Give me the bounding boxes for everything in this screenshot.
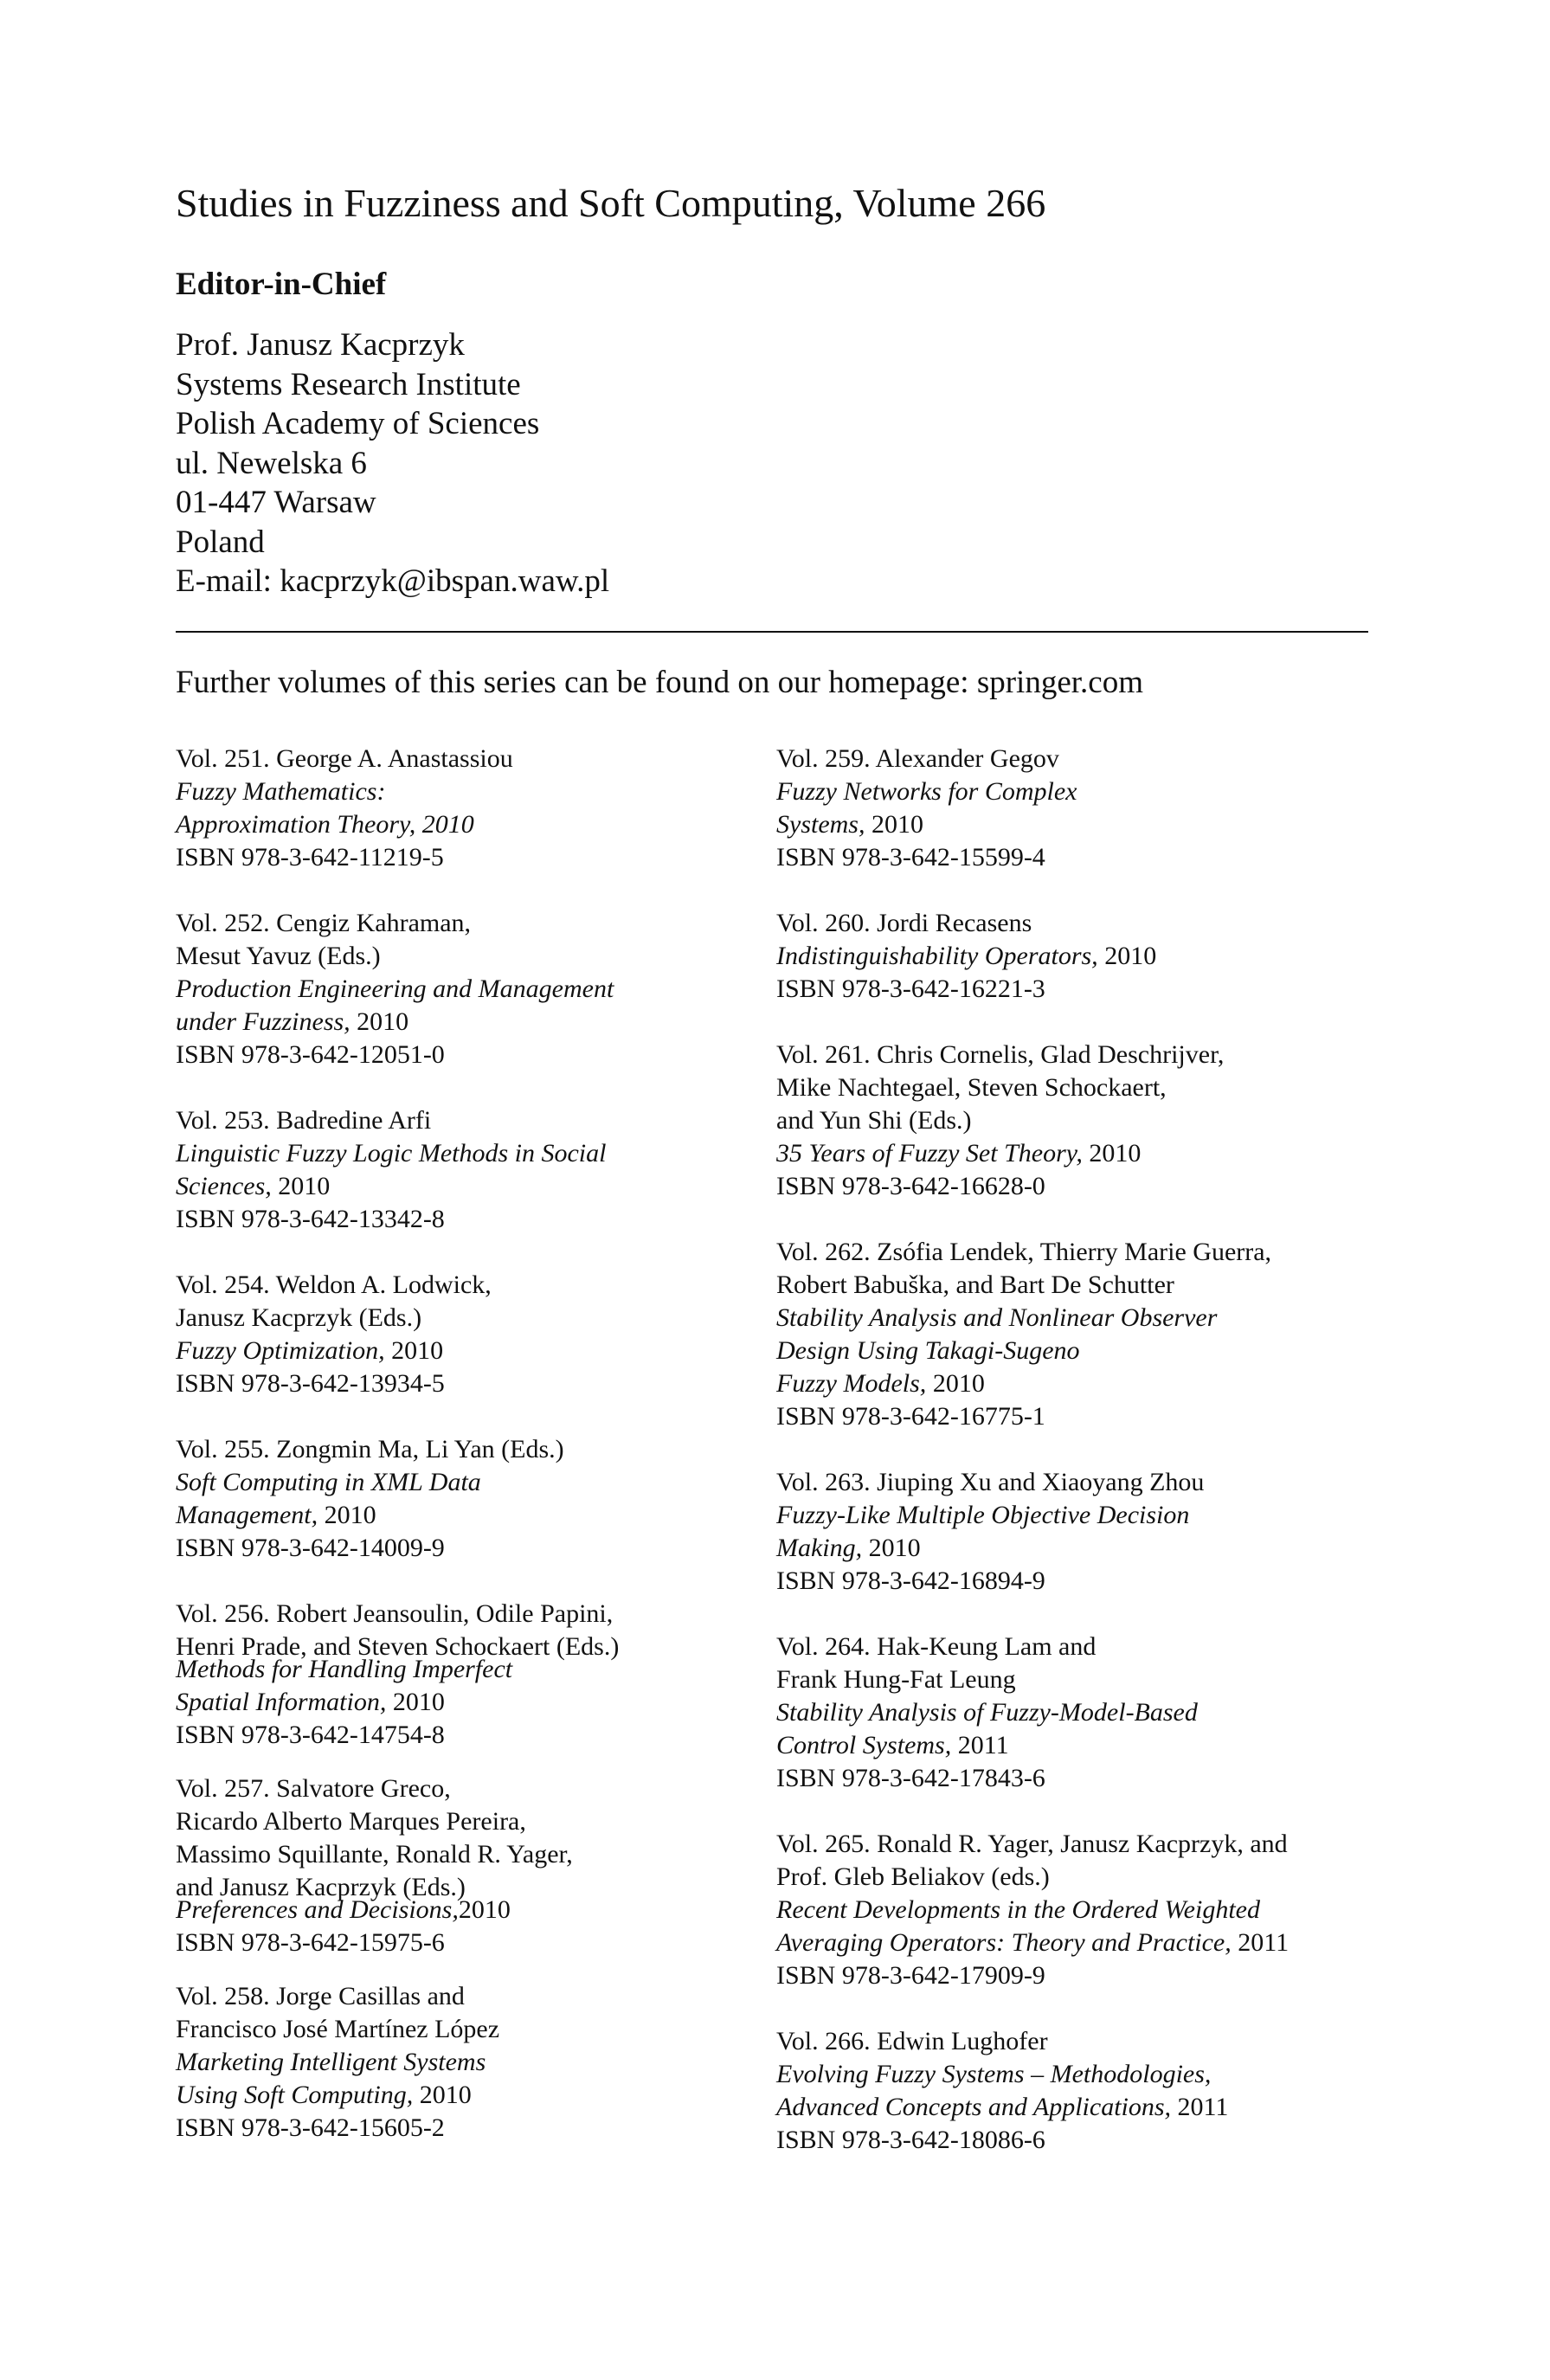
volume-title-line: [176, 775, 781, 808]
editor-country: Poland: [176, 524, 265, 560]
volume-title-line: [776, 1335, 1382, 1367]
volume-isbn: ISBN 978-3-642-17843-6: [776, 1764, 1045, 1792]
volume-entry: [176, 1269, 781, 1400]
volume-author-line: Henri Prade, and Steven Schockaert (Eds.): [176, 1632, 620, 1661]
volume-isbn: ISBN 978-3-642-13342-8: [176, 1205, 445, 1233]
volume-year: 2010: [1097, 942, 1157, 970]
volume-title-line: [176, 2046, 781, 2079]
volume-number-author: Vol. 261. Chris Cornelis, Glad Deschrijver,: [776, 1040, 1225, 1069]
volume-title-text: Sciences,: [176, 1172, 272, 1200]
volume-entry: [776, 1039, 1382, 1203]
volume-year: 2011: [1171, 2093, 1229, 2121]
volume-title-line: [176, 1466, 781, 1499]
volume-number-author: Vol. 255. Zongmin Ma, Li Yan (Eds.): [176, 1435, 564, 1463]
volume-number-author: Vol. 256. Robert Jeansoulin, Odile Papini,: [176, 1599, 614, 1628]
volume-title-line: [776, 2091, 1382, 2124]
volume-title-line: [176, 808, 781, 841]
volume-entry: [176, 1104, 781, 1236]
volume-title-line: [176, 973, 781, 1006]
volume-isbn: ISBN 978-3-642-18086-6: [776, 2126, 1045, 2154]
volume-title-text: Fuzzy Mathematics:: [176, 777, 386, 806]
volume-title-line: [176, 1170, 781, 1203]
volume-number-author: Vol. 251. George A. Anastassiou: [176, 744, 513, 773]
volume-year: 2011: [1231, 1928, 1290, 1957]
volume-title-text: Recent Developments in the Ordered Weighted: [776, 1895, 1260, 1924]
volume-number-author: Vol. 260. Jordi Recasens: [776, 909, 1032, 937]
volume-isbn: ISBN 978-3-642-15599-4: [776, 843, 1045, 872]
volume-title-text: 35 Years of Fuzzy Set Theory,: [776, 1139, 1083, 1167]
volume-title-line: [776, 1302, 1382, 1335]
volume-title-text: Management,: [176, 1501, 318, 1529]
volume-year: 2010: [386, 1688, 445, 1716]
volume-title-line: [176, 1894, 781, 1927]
volume-isbn: ISBN 978-3-642-16894-9: [776, 1566, 1045, 1595]
volume-isbn: ISBN 978-3-642-12051-0: [176, 1040, 445, 1069]
volume-title-line: [776, 1696, 1382, 1729]
volume-title-text: Control Systems,: [776, 1731, 952, 1759]
volume-title-text: Production Engineering and Management: [176, 975, 614, 1003]
volume-isbn: ISBN 978-3-642-16628-0: [776, 1172, 1045, 1200]
volume-title-line: [176, 1499, 781, 1532]
volume-title-text: Soft Computing in XML Data: [176, 1468, 481, 1496]
volume-title-text: Averaging Operators: Theory and Practice,: [776, 1928, 1232, 1957]
volume-isbn: ISBN 978-3-642-14754-8: [176, 1721, 445, 1749]
volume-number-author: Vol. 264. Hak-Keung Lam and: [776, 1632, 1097, 1661]
volume-title-line: [176, 1006, 781, 1039]
volume-title-text: Fuzzy Models,: [776, 1369, 927, 1398]
volume-isbn: ISBN 978-3-642-14009-9: [176, 1534, 445, 1562]
volume-list-left: [176, 743, 781, 2177]
volume-year: 2010: [458, 1895, 511, 1924]
volume-author-line: and Janusz Kacprzyk (Eds.): [176, 1873, 466, 1901]
volume-title-text: Marketing Intelligent Systems: [176, 2048, 486, 2076]
volume-isbn: ISBN 978-3-642-15975-6: [176, 1928, 445, 1957]
volume-year: 2010: [413, 2081, 472, 2109]
volume-author-line: Francisco José Martínez López: [176, 2015, 500, 2043]
editor-institute: Systems Research Institute: [176, 366, 521, 402]
volume-number-author: Vol. 252. Cengiz Kahraman,: [176, 909, 472, 937]
volume-number-author: Vol. 265. Ronald R. Yager, Janusz Kacprzyk, and: [776, 1830, 1288, 1858]
volume-title-line: [176, 1137, 781, 1170]
volume-isbn: ISBN 978-3-642-17909-9: [776, 1961, 1045, 1990]
editor-city: 01-447 Warsaw: [176, 485, 376, 520]
volume-number-author: Vol. 262. Zsófia Lendek, Thierry Marie Guerra,: [776, 1238, 1272, 1266]
volume-title-text: Methods for Handling Imperfect: [176, 1655, 513, 1683]
volume-year: 2010: [350, 1007, 409, 1036]
volume-title-line: [776, 2058, 1382, 2091]
volume-title-text: under Fuzziness,: [176, 1007, 351, 1036]
volume-entry: [176, 1598, 781, 1752]
volume-title-text: Systems,: [776, 810, 865, 839]
volume-title-line: [776, 1729, 1382, 1762]
volume-title-line: [776, 775, 1382, 808]
volume-author-line: Janusz Kacprzyk (Eds.): [176, 1303, 422, 1332]
volume-title-line: [176, 1686, 781, 1719]
volume-title-line: [776, 1894, 1382, 1927]
volume-title-text: Stability Analysis and Nonlinear Observer: [776, 1303, 1218, 1332]
volume-title-line: [776, 1499, 1382, 1532]
horizontal-divider: [176, 631, 1368, 633]
volume-author-line: and Yun Shi (Eds.): [776, 1106, 972, 1135]
volume-year: 2010: [271, 1172, 331, 1200]
volume-title-text: Approximation Theory, 2010: [176, 810, 474, 839]
volume-title-text: Advanced Concepts and Applications,: [776, 2093, 1172, 2121]
volume-isbn: ISBN 978-3-642-15605-2: [176, 2113, 445, 2142]
editor-name: Prof. Janusz Kacprzyk: [176, 327, 465, 363]
volume-author-line: Mesut Yavuz (Eds.): [176, 942, 381, 970]
volume-title-text: Making,: [776, 1534, 863, 1562]
volume-title-text: Spatial Information,: [176, 1688, 387, 1716]
volume-entry: [776, 1828, 1382, 1992]
volume-title-line: [776, 808, 1382, 841]
volume-title-text: Fuzzy Optimization,: [176, 1336, 385, 1365]
volume-isbn: ISBN 978-3-642-13934-5: [176, 1369, 445, 1398]
volume-entry: [176, 743, 781, 874]
volume-isbn: ISBN 978-3-642-16221-3: [776, 975, 1045, 1003]
volume-title-line: [776, 1137, 1382, 1170]
volume-isbn: ISBN 978-3-642-16775-1: [776, 1402, 1045, 1431]
volume-author-line: Frank Hung-Fat Leung: [776, 1665, 1016, 1694]
volume-year: 2010: [865, 810, 923, 839]
volume-entry: [776, 2025, 1382, 2157]
volume-title-text: Fuzzy Networks for Complex: [776, 777, 1077, 806]
volume-entry: [176, 907, 781, 1071]
volume-number-author: Vol. 266. Edwin Lughofer: [776, 2027, 1048, 2055]
volume-title-text: Linguistic Fuzzy Logic Methods in Social: [176, 1139, 607, 1167]
volume-number-author: Vol. 259. Alexander Gegov: [776, 744, 1059, 773]
volume-year: 2010: [384, 1336, 444, 1365]
volume-year: 2010: [318, 1501, 376, 1529]
volume-year: 2011: [951, 1731, 1009, 1759]
volume-year: 2010: [926, 1369, 985, 1398]
editor-address: [176, 325, 609, 601]
volume-number-author: Vol. 257. Salvatore Greco,: [176, 1774, 451, 1803]
volume-title-text: Using Soft Computing,: [176, 2081, 414, 2109]
volume-year: 2010: [862, 1534, 921, 1562]
editor-street: ul. Newelska 6: [176, 445, 367, 481]
volume-author-line: Prof. Gleb Beliakov (eds.): [776, 1862, 1050, 1891]
volume-entry: [776, 743, 1382, 874]
editor-email: E-mail: kacprzyk@ibspan.waw.pl: [176, 563, 610, 599]
volume-entry: [776, 1631, 1382, 1795]
volume-title-line: [776, 940, 1382, 973]
further-volumes-note: Further volumes of this series can be found on our homepage: springer.com: [176, 665, 1143, 700]
volume-year: 2010: [1082, 1139, 1142, 1167]
volume-title-text: Preferences and Decisions,: [176, 1895, 459, 1924]
volume-title-line: [176, 1653, 781, 1686]
volume-entry: [176, 1980, 781, 2145]
volume-author-line: Mike Nachtegael, Steven Schockaert,: [776, 1073, 1167, 1102]
volume-title-line: [176, 1335, 781, 1367]
volume-author-line: Massimo Squillante, Ronald R. Yager,: [176, 1840, 573, 1869]
volume-title-line: [776, 1367, 1382, 1400]
series-title: Studies in Fuzziness and Soft Computing, Volume 266: [176, 181, 1046, 225]
volume-number-author: Vol. 254. Weldon A. Lodwick,: [176, 1270, 492, 1299]
volume-isbn: ISBN 978-3-642-11219-5: [176, 843, 444, 872]
volume-entry: [176, 1433, 781, 1565]
volume-title-line: [776, 1927, 1382, 1959]
volume-author-line: Ricardo Alberto Marques Pereira,: [176, 1807, 526, 1836]
volume-author-line: Robert Babuška, and Bart De Schutter: [776, 1270, 1174, 1299]
editor-heading: Editor-in-Chief: [176, 267, 387, 302]
volume-entry: [176, 1772, 781, 1959]
volume-entry: [776, 1466, 1382, 1598]
volume-entry: [776, 907, 1382, 1006]
volume-title-text: Indistinguishability Operators,: [776, 942, 1098, 970]
editor-academy: Polish Academy of Sciences: [176, 406, 540, 441]
volume-title-text: Fuzzy-Like Multiple Objective Decision: [776, 1501, 1190, 1529]
volume-number-author: Vol. 263. Jiuping Xu and Xiaoyang Zhou: [776, 1468, 1205, 1496]
volume-title-text: Design Using Takagi-Sugeno: [776, 1336, 1080, 1365]
volume-title-line: [176, 2079, 781, 2112]
volume-number-author: Vol. 253. Badredine Arfi: [176, 1106, 432, 1135]
volume-entry: [776, 1236, 1382, 1433]
volume-list-right: [776, 743, 1382, 2190]
volume-title-text: Evolving Fuzzy Systems – Methodologies,: [776, 2060, 1212, 2088]
volume-title-line: [776, 1532, 1382, 1565]
volume-title-text: Stability Analysis of Fuzzy-Model-Based: [776, 1698, 1198, 1727]
volume-number-author: Vol. 258. Jorge Casillas and: [176, 1982, 465, 2010]
